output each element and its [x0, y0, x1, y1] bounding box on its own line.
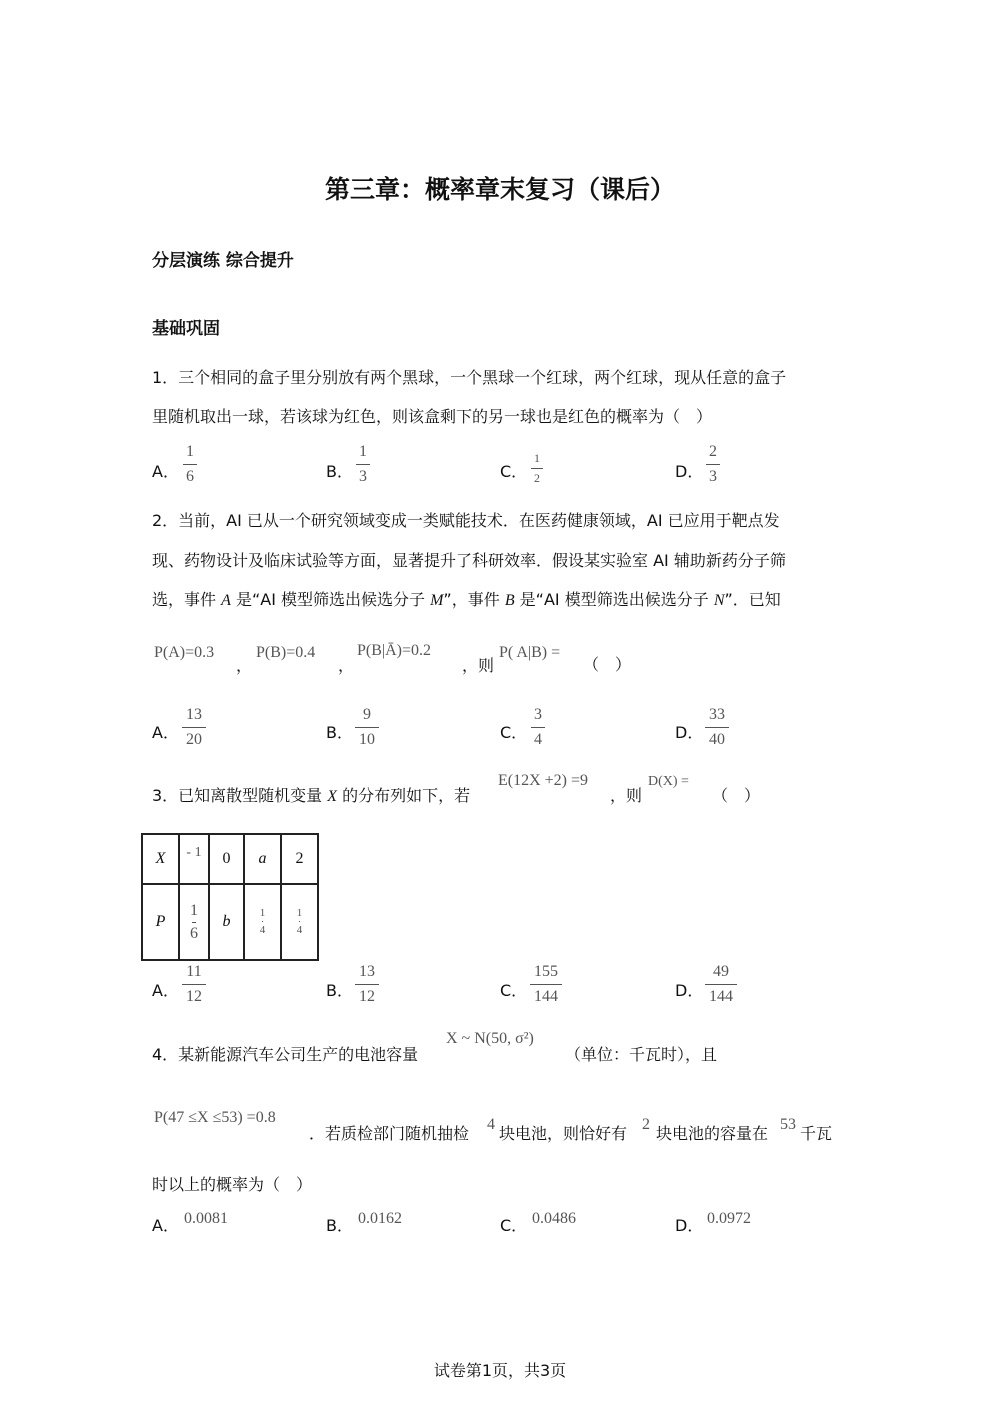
q3-option-d-fraction: 49 144: [705, 961, 737, 1008]
q1-line2: 里随机取出一球，若该球为红色，则该盒剩下的另一球也是红色的概率为（ ）: [152, 407, 713, 426]
table-cell-p4: $\frac{1}{4}$: [281, 884, 318, 960]
q2-option-a-fraction: 13 20: [182, 704, 206, 751]
section-heading-basic: 基础巩固: [152, 319, 220, 339]
q3-expectation-expr: E(12X +2) =9: [498, 772, 589, 789]
q2-var-b: B: [504, 592, 515, 609]
q4-option-d-label: D．: [675, 1216, 704, 1235]
q4-threshold: 53: [780, 1116, 796, 1133]
q2-ask-text: ，则: [462, 656, 495, 675]
q1-line1: 1．三个相同的盒子里分别放有两个黑球，一个黑球一个红球，两个红球，现从任意的盒子: [152, 368, 787, 387]
q2-option-c-label: C．: [500, 723, 528, 742]
q4-option-a-label: A．: [152, 1216, 179, 1235]
q4-option-c-label: C．: [500, 1216, 528, 1235]
q2-var-n: N: [713, 592, 725, 609]
q2-condition-pb-given-not-a: P(B|Ā)=0.2: [357, 642, 432, 659]
q3-option-c-label: C．: [500, 981, 528, 1000]
q2-separator-1: ，: [236, 656, 253, 675]
table-row: [142, 834, 318, 884]
table-cell-p3: $\frac{1}{4}$: [244, 884, 281, 960]
q3-option-c-fraction: 155 144: [530, 961, 562, 1008]
q4-option-c-value: 0.0486: [532, 1210, 576, 1227]
table-cell-p2: b: [209, 884, 244, 960]
distribution-table: [141, 833, 319, 961]
q2-option-d-fraction: 33 40: [705, 704, 729, 751]
q3-option-b-label: B．: [326, 981, 353, 1000]
q2-ask-expression: P( A|B) =: [499, 644, 561, 661]
page-footer: 试卷第1页，共3页: [433, 1361, 567, 1380]
section-heading-layered: 分层演练 综合提升: [152, 251, 294, 271]
q4-option-b-value: 0.0162: [358, 1210, 402, 1227]
q2-line1: 2．当前，AI 已从一个研究领域变成一类赋能技术．在医药健康领域，AI 已应用于靶点发: [152, 511, 780, 530]
q1-option-c-fraction: 1 2: [531, 450, 543, 487]
q2-condition-pa: P(A)=0.3: [154, 644, 215, 661]
q4-probability-expr: P(47 ≤X ≤53) =0.8: [154, 1109, 276, 1126]
q1-option-d-label: D．: [675, 462, 704, 481]
table-cell-x3: a: [244, 834, 281, 884]
q3-option-a-fraction: 11 12: [182, 961, 206, 1008]
q4-line1-pre: 4．某新能源汽车公司生产的电池容量: [152, 1045, 419, 1064]
q3-option-a-label: A．: [152, 981, 179, 1000]
q1-option-a-fraction: 1 6: [183, 441, 197, 488]
q4-unit-text: （单位：千瓦时），且: [565, 1045, 718, 1064]
q2-condition-pb: P(B)=0.4: [256, 644, 316, 661]
q1-option-b-fraction: 1 3: [356, 441, 370, 488]
q2-option-b-fraction: 9 10: [355, 704, 379, 751]
table-cell-p1: $\frac{1}{6}$: [179, 884, 209, 960]
q4-option-a-value: 0.0081: [184, 1210, 228, 1227]
q2-option-b-label: B．: [326, 723, 353, 742]
q2-line2: 现、药物设计及临床试验等方面，显著提升了科研效率．假设某实验室 AI 辅助新药分子筛: [152, 551, 786, 570]
q2-option-a-label: A．: [152, 723, 179, 742]
q4-option-d-value: 0.0972: [707, 1210, 751, 1227]
q4-sample-count: 4: [487, 1116, 495, 1133]
table-cell-x-header: X: [142, 834, 179, 884]
q4-line2-part4: 千瓦: [800, 1124, 833, 1143]
q4-line3: 时以上的概率为（ ）: [152, 1175, 313, 1194]
q3-option-d-label: D．: [675, 981, 704, 1000]
q2-separator-2: ，: [338, 656, 355, 675]
q1-option-a-label: A．: [152, 462, 179, 481]
q3-line1: 3．已知离散型随机变量 X 的分布列如下，若: [152, 786, 471, 805]
q2-answer-paren: （ ）: [583, 655, 632, 674]
q4-line2-part1: ．若质检部门随机抽检: [309, 1124, 470, 1143]
q1-option-c-label: C．: [500, 462, 528, 481]
table-cell-x2: 0: [209, 834, 244, 884]
q4-distribution-expr: X ~ N(50, σ²): [446, 1030, 534, 1047]
q3-variance-expr: D(X) =: [648, 774, 689, 789]
q3-then-text: ，则: [610, 786, 643, 805]
page-title: 第三章：概率章末复习（课后）: [324, 175, 675, 204]
q4-success-count: 2: [642, 1116, 650, 1133]
q2-var-m: M: [430, 592, 444, 609]
q2-option-d-label: D．: [675, 723, 704, 742]
q1-option-d-fraction: 2 3: [706, 441, 720, 488]
table-cell-x1: - 1: [179, 834, 209, 884]
q4-option-b-label: B．: [326, 1216, 353, 1235]
q3-var-x: X: [327, 788, 338, 805]
table-row: [142, 884, 318, 960]
q3-option-b-fraction: 13 12: [355, 961, 379, 1008]
q3-answer-paren: （ ）: [712, 786, 761, 805]
q4-line2-part3: 块电池的容量在: [656, 1124, 769, 1143]
table-cell-x4: 2: [281, 834, 318, 884]
q2-var-a: A: [221, 592, 231, 609]
q2-option-c-fraction: 3 4: [531, 704, 545, 751]
q2-line3: 选，事件 A 是“AI 模型筛选出候选分子 M”，事件 B 是“AI 模型筛选出候选分子 N”．已知: [152, 590, 781, 609]
table-cell-p-header: P: [142, 884, 179, 960]
q4-line2-part2: 块电池，则恰好有: [499, 1124, 628, 1143]
q1-option-b-label: B．: [326, 462, 353, 481]
